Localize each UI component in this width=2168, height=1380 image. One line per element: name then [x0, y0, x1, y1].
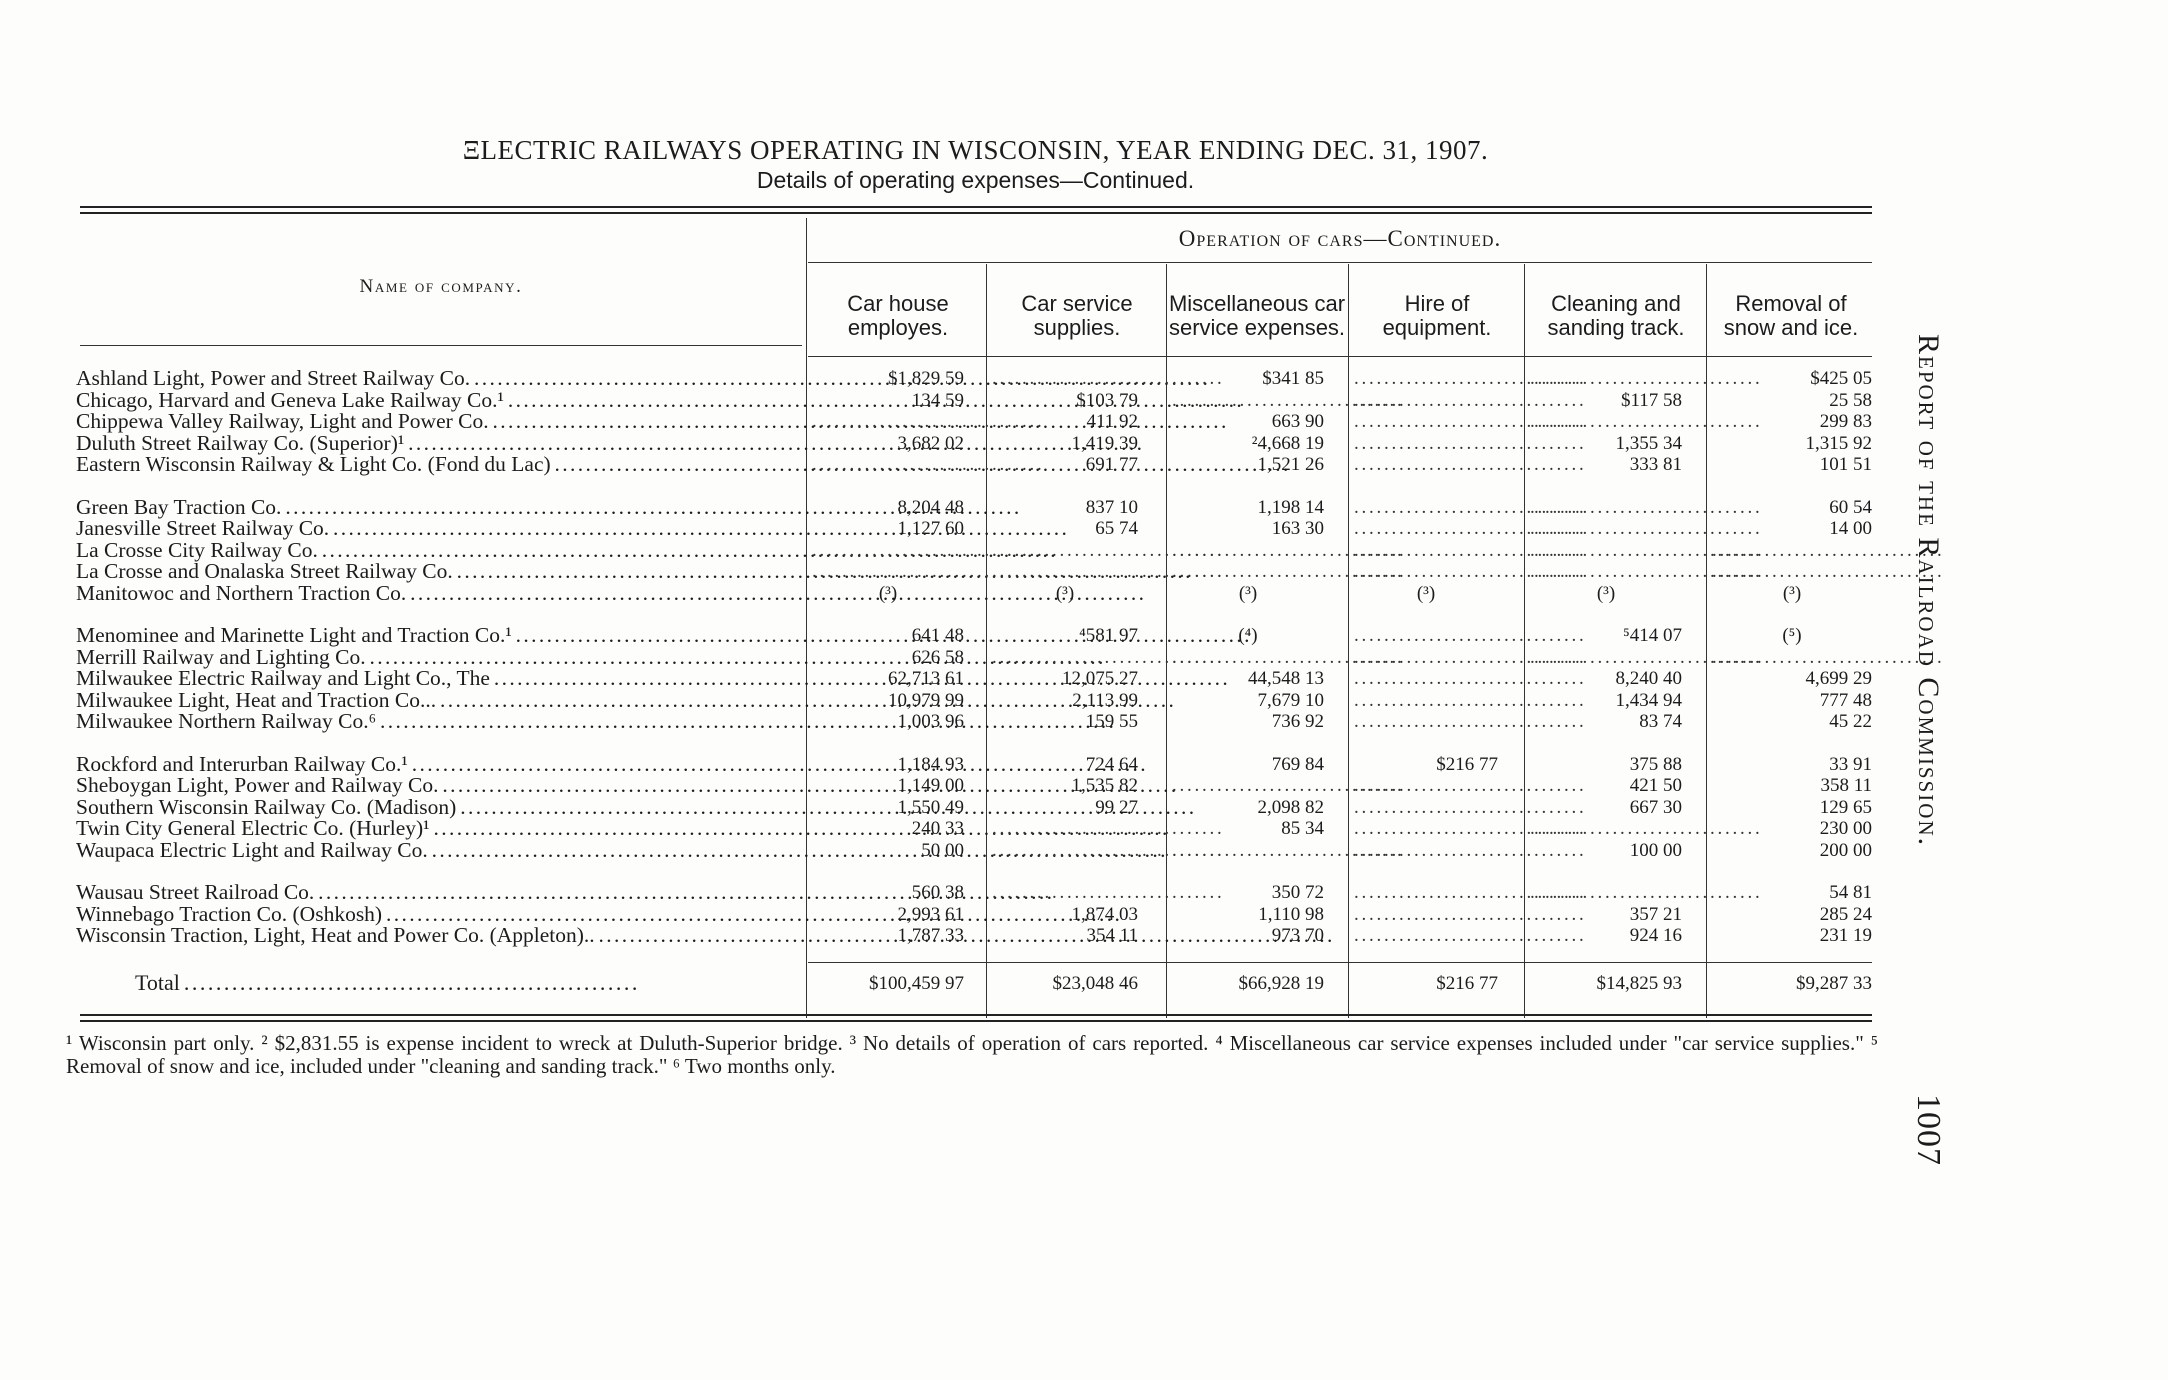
table-cell: . . . . . . . . . . . . . . . . . . . . . . . . . . . . . . . — [1354, 625, 1583, 646]
table-cell: . . . . . . . . . . . . . . . . . . . . . . . . . . . . . . . — [1172, 539, 1401, 561]
table-cell: . . . . . . . . . . . . . . . . . . . . . . . . . . . . . . . — [1530, 496, 1759, 518]
col-header-cleaning-sanding-track: Cleaning and sanding track. — [1547, 291, 1685, 340]
table-cell: 129 65 — [1819, 796, 1872, 818]
table-cell: 1,127 60 — [897, 518, 964, 539]
table-cell: 333 81 — [1629, 454, 1682, 475]
table-cell: 60 54 — [1829, 496, 1872, 518]
table-cell: . . . . . . . . . . . . . . . . . . . . . . . . . . . . . . . — [992, 839, 1221, 861]
footnote-3: ³ No details of operation of cars reported. — [849, 1031, 1209, 1055]
table-cell: . . . . . . . . . . . . . . . . . . . . . . . . . . . . . . . — [1354, 411, 1583, 432]
company-name: Southern Wisconsin Railway Co. (Madison) . . . — [76, 797, 804, 819]
table-cell: 769 84 — [1271, 753, 1324, 775]
table-cell: . . . . . . . . . . . . . . . . . . . . . . . . . . . . . . . — [1354, 818, 1583, 839]
table-cell: . . . . . . . . . . . . . . . . . . . . . . . . . . . . . . . — [992, 539, 1221, 561]
table-cell: 33 91 — [1829, 753, 1872, 775]
table-cell: 724 64 — [1085, 753, 1138, 775]
table-cell: 560 38 — [911, 882, 964, 903]
table-cell: . . . . . . . . . . . . . . . . . . . . . . . . . . . . . . . — [1354, 561, 1583, 582]
table-cell: . . . . . . . . . . . . . . . . . . . . . . . . . . . . . . . — [1354, 903, 1583, 925]
page-number: 1007 — [1910, 1094, 1947, 1166]
car-service-supplies-column — [992, 368, 1221, 947]
table-cell: 25 58 — [1829, 389, 1872, 411]
table-cell: . . . . . . . . . . . . . . . . . . . . . . . . . . . . . . . — [812, 561, 1041, 582]
company-name: La Crosse City Railway Co. . . . — [76, 540, 804, 562]
col-divider-3 — [1348, 264, 1349, 1018]
table-cell: 736 92 — [1271, 711, 1324, 732]
table-cell: 357 21 — [1629, 903, 1682, 925]
table-cell: . . . . . . . . . . . . . . . . . . . . . . . . . . . . . . . — [1354, 389, 1583, 411]
bottom-rule-second — [80, 1020, 1872, 1022]
table-cell: . . . . . . . . . . . . . . . . . . . . . . . . . . . . . . . — [1354, 496, 1583, 518]
operation-of-cars-header: Operation of cars—Continued. — [1178, 226, 1502, 251]
table-cell: 14 00 — [1829, 518, 1872, 539]
table-cell: 421 50 — [1629, 775, 1682, 796]
table-cell: $103 79 — [1076, 389, 1138, 411]
table-cell: 2,993 61 — [897, 903, 964, 925]
table-cell: 8,240 40 — [1615, 668, 1682, 689]
table-cell: . . . . . . . . . . . . . . . . . . . . . . . . . . . . . . . — [812, 539, 1041, 561]
company-name: Ashland Light, Power and Street Railway Co. . . . — [76, 368, 804, 390]
footnote-6: ⁶ Two months only. — [672, 1054, 836, 1078]
table-cell: . . . . . . . . . . . . . . . . . . . . . . . . . . . . . . . — [1172, 561, 1401, 582]
table-cell: . . . . . . . . . . . . . . . . . . . . . . . . . . . . . . . — [1354, 668, 1583, 689]
table-cell: 101 51 — [1819, 454, 1872, 475]
table-cell: 100 00 — [1629, 839, 1682, 861]
footnote-1: ¹ Wisconsin part only. — [66, 1031, 255, 1055]
hire-of-equipment-column — [1354, 368, 1583, 947]
table-cell: 45 22 — [1829, 711, 1872, 732]
table-cell: 1,535 82 — [1071, 775, 1138, 796]
company-name: Chippewa Valley Railway, Light and Power Co. . . . — [76, 411, 804, 433]
table-cell: . . . . . . . . . . . . . . . . . . . . . . . . . . . . . . . — [1354, 839, 1583, 861]
table-cell: . . . . . . . . . . . . . . . . . . . . . . . . . . . . . . . — [1172, 389, 1401, 411]
table-cell: (³) — [1596, 582, 1616, 604]
table-cell: 299 83 — [1819, 411, 1872, 432]
car-house-employes-column — [812, 368, 1041, 947]
table-cell: $117 58 — [1620, 389, 1682, 411]
table-cell: ²4,668 19 — [1251, 432, 1324, 454]
table-cell: . . . . . . . . . . . . . . . . . . . . . . . . . . . . . . . — [1354, 646, 1583, 668]
table-cell: 1,434 94 — [1615, 689, 1682, 711]
company-name: Janesville Street Railway Co. . . . — [76, 518, 804, 540]
table-cell: 1,419 39 — [1071, 432, 1138, 454]
total-car-house-employes: $100,459 97 — [869, 973, 964, 994]
table-cell: 44,548 13 — [1248, 668, 1324, 689]
col-header-hire-of-equipment: Hire of equipment. — [1382, 291, 1492, 340]
company-name: Milwaukee Northern Railway Co.⁶ . . . — [76, 711, 804, 733]
table-cell: (³) — [1055, 582, 1075, 604]
bottom-rule — [80, 1014, 1872, 1016]
table-cell: . . . . . . . . . . . . . . . . . . . . . . . . . . . . . . . — [1530, 561, 1759, 582]
table-cell: 159 55 — [1085, 711, 1138, 732]
table-cell: (³) — [1782, 582, 1802, 604]
table-cell: 375 88 — [1629, 753, 1682, 775]
company-name: Merrill Railway and Lighting Co. . . . — [76, 647, 804, 669]
table-cell: . . . . . . . . . . . . . . . . . . . . . . . . . . . . . . . — [1172, 839, 1401, 861]
col-header-car-service-supplies: Car service supplies. — [1021, 291, 1133, 340]
table-cell: . . . . . . . . . . . . . . . . . . . . . . . . . . . . . . . — [1172, 775, 1401, 796]
table-cell: . . . . . . . . . . . . . . . . . . . . . . . . . . . . . . . — [1530, 539, 1759, 561]
table-cell: 1,550 49 — [897, 796, 964, 818]
company-name: Milwaukee Electric Railway and Light Co., The . . . — [76, 668, 804, 690]
table-cell: . . . . . . . . . . . . . . . . . . . . . . . . . . . . . . . — [1354, 925, 1583, 946]
table-cell: . . . . . . . . . . . . . . . . . . . . . . . . . . . . . . . — [1354, 689, 1583, 711]
table-cell: . . . . . . . . . . . . . . . . . . . . . . . . . . . . . . . — [1354, 882, 1583, 903]
table-cell: 973 70 — [1271, 925, 1324, 946]
table-cell: 134 59 — [911, 389, 964, 411]
table-cell: 50 00 — [921, 839, 964, 861]
total-misc-car-service: $66,928 19 — [1238, 973, 1324, 994]
total-cleaning-sanding: $14,825 93 — [1596, 973, 1682, 994]
table-cell: . . . . . . . . . . . . . . . . . . . . . . . . . . . . . . . — [1530, 818, 1759, 839]
misc-car-service-column — [1172, 368, 1401, 947]
table-cell: 663 90 — [1271, 411, 1324, 432]
table-cell: . . . . . . . . . . . . . . . . . . . . . . . . . . . . . . . — [1354, 711, 1583, 732]
company-name: Waupaca Electric Light and Railway Co. . . . — [76, 840, 804, 862]
page-title: ΞLECTRIC RAILWAYS OPERATING IN WISCONSIN, YEAR ENDING DEC. 31, 1907. — [462, 135, 1489, 165]
company-name: Twin City General Electric Co. (Hurley)¹ . . . — [76, 818, 804, 840]
table-cell: 65 74 — [1095, 518, 1138, 539]
table-cell: 2,098 82 — [1257, 796, 1324, 818]
total-rule — [808, 962, 1872, 963]
company-name: Menominee and Marinette Light and Traction Co.¹ . . . — [76, 625, 804, 647]
table-cell: . . . . . . . . . . . . . . . . . . . . . . . . . . . . . . . — [1354, 454, 1583, 475]
table-cell: $341 85 — [1262, 368, 1324, 389]
page-subtitle: Details of operating expenses—Continued. — [756, 167, 1195, 193]
table-cell: (⁵) — [1782, 625, 1802, 646]
col-header-misc-car-service-expenses: Miscellaneous car service expenses. — [1168, 291, 1346, 340]
table-cell: (³) — [878, 582, 898, 604]
company-name-column — [76, 368, 804, 947]
cleaning-sanding-column — [1530, 368, 1759, 947]
footnote-2: ² $2,831.55 is expense incident to wreck at Duluth-Superior bridge. — [261, 1031, 843, 1055]
table-cell: ⁵414 07 — [1623, 625, 1682, 646]
table-cell: . . . . . . . . . . . . . . . . . . . . . . . . . . . . . . . — [1530, 368, 1759, 389]
company-name: Chicago, Harvard and Geneva Lake Railway Co.¹ . . . — [76, 390, 804, 412]
table-cell: . . . . . . . . . . . . . . . . . . . . . . . . . . . . . . . — [1354, 796, 1583, 818]
table-cell: 411 92 — [1086, 411, 1138, 432]
running-header: Report of the Railroad Commission. — [1912, 334, 1945, 848]
company-name: Wausau Street Railroad Co. . . . — [76, 882, 804, 904]
footnote-4: ⁴ Miscellaneous car service expenses included under "car service supplies." — [1215, 1031, 1864, 1055]
table-cell: 667 30 — [1629, 796, 1682, 818]
table-cell: 54 81 — [1829, 882, 1872, 903]
top-rule-second — [80, 212, 1872, 214]
table-cell: 1,355 34 — [1615, 432, 1682, 454]
table-cell: . . . . . . . . . . . . . . . . . . . . . . . . . . . . . . . — [1712, 646, 1941, 668]
table-cell: . . . . . . . . . . . . . . . . . . . . . . . . . . . . . . . — [1354, 368, 1583, 389]
table-cell: 163 30 — [1271, 518, 1324, 539]
table-cell: 641 48 — [911, 625, 964, 646]
table-cell: . . . . . . . . . . . . . . . . . . . . . . . . . . . . . . . — [992, 561, 1221, 582]
table-cell: 231 19 — [1819, 925, 1872, 946]
company-name: Duluth Street Railway Co. (Superior)¹ . . . — [76, 433, 804, 455]
table-cell: $216 77 — [1436, 753, 1498, 775]
table-cell: 924 16 — [1629, 925, 1682, 946]
table-cell: 626 58 — [911, 646, 964, 668]
table-cell: . . . . . . . . . . . . . . . . . . . . . . . . . . . . . . . — [1712, 561, 1941, 582]
table-cell: 2,113 99 — [1072, 689, 1138, 711]
table-cell: 85 34 — [1281, 818, 1324, 839]
group-header-rule — [808, 262, 1872, 263]
table-cell: 62,713 61 — [888, 668, 964, 689]
company-name: Sheboygan Light, Power and Railway Co. . . . — [76, 775, 804, 797]
table-cell: 837 10 — [1085, 496, 1138, 518]
top-rule — [80, 206, 1872, 208]
table-cell: . . . . . . . . . . . . . . . . . . . . . . . . . . . . . . . — [1530, 518, 1759, 539]
name-header-rule — [80, 345, 802, 346]
table-cell: . . . . . . . . . . . . . . . . . . . . . . . . . . . . . . . — [992, 818, 1221, 839]
table-cell: $1,829 59 — [888, 368, 964, 389]
table-cell: 10,979 99 — [888, 689, 964, 711]
table-cell: . . . . . . . . . . . . . . . . . . . . . . . . . . . . . . . — [1712, 539, 1941, 561]
table-cell: . . . . . . . . . . . . . . . . . . . . . . . . . . . . . . . — [812, 454, 1041, 475]
table-cell: . . . . . . . . . . . . . . . . . . . . . . . . . . . . . . . — [992, 646, 1221, 668]
table-cell: $425 05 — [1810, 368, 1872, 389]
table-cell: 99 27 — [1095, 796, 1138, 818]
company-name: Rockford and Interurban Railway Co.¹ . . . — [76, 754, 804, 776]
table-cell: 1,521 26 — [1257, 454, 1324, 475]
table-cell: 200 00 — [1819, 839, 1872, 861]
column-header-rule — [808, 356, 1872, 357]
total-label: Total . . . — [135, 970, 803, 996]
table-cell: 1,198 14 — [1257, 496, 1324, 518]
table-cell: . . . . . . . . . . . . . . . . . . . . . . . . . . . . . . . — [1530, 882, 1759, 903]
company-name: Eastern Wisconsin Railway & Light Co. (Fond du Lac) . . . — [76, 454, 804, 476]
table-cell: (³) — [1238, 582, 1258, 604]
company-name: Manitowoc and Northern Traction Co. . . . — [76, 583, 804, 605]
table-cell: 285 24 — [1819, 903, 1872, 925]
company-name: Wisconsin Traction, Light, Heat and Power Co. (Appleton).. . . . — [76, 925, 804, 947]
table-cell: ⁴581 97 — [1079, 625, 1138, 646]
table-cell: 1,149 00 — [897, 775, 964, 796]
table-cell: (⁴) — [1238, 625, 1258, 646]
table-cell: . . . . . . . . . . . . . . . . . . . . . . . . . . . . . . . — [1354, 432, 1583, 454]
footnotes — [66, 1032, 1878, 1078]
table-cell: 1,110 98 — [1258, 903, 1324, 925]
company-name: Green Bay Traction Co. . . . — [76, 497, 804, 519]
table-cell: . . . . . . . . . . . . . . . . . . . . . . . . . . . . . . . — [1530, 646, 1759, 668]
table-cell: (³) — [1416, 582, 1436, 604]
table-cell: 7,679 10 — [1257, 689, 1324, 711]
table-cell: . . . . . . . . . . . . . . . . . . . . . . . . . . . . . . . — [812, 411, 1041, 432]
table-cell: 1,787 33 — [897, 925, 964, 946]
table-cell: 1,184 93 — [897, 753, 964, 775]
table-cell: 4,699 29 — [1805, 668, 1872, 689]
company-name: Milwaukee Light, Heat and Traction Co... . . . — [76, 690, 804, 712]
table-cell: 3,682 02 — [897, 432, 964, 454]
table-cell: 1,003 96 — [897, 711, 964, 732]
company-name: La Crosse and Onalaska Street Railway Co. . . . — [76, 561, 804, 583]
table-cell: 1,874 03 — [1071, 903, 1138, 925]
table-cell: . . . . . . . . . . . . . . . . . . . . . . . . . . . . . . . — [1530, 411, 1759, 432]
col-header-car-house-employes: Car house employes. — [847, 291, 949, 340]
name-column-header: Name of company. — [359, 276, 523, 297]
total-removal-snow-ice: $9,287 33 — [1796, 973, 1872, 994]
col-header-removal-of-snow-ice: Removal of snow and ice. — [1723, 291, 1859, 340]
table-cell: 777 48 — [1819, 689, 1872, 711]
table-cell: 83 74 — [1639, 711, 1682, 732]
table-cell: 230 00 — [1819, 818, 1872, 839]
company-name: Winnebago Traction Co. (Oshkosh) . . . — [76, 904, 804, 926]
total-car-service-supplies: $23,048 46 — [1052, 973, 1138, 994]
table-cell: 12,075 27 — [1062, 668, 1138, 689]
table-cell: . . . . . . . . . . . . . . . . . . . . . . . . . . . . . . . — [992, 882, 1221, 903]
table-cell: 691 77 — [1085, 454, 1138, 475]
total-hire-of-equipment: $216 77 — [1436, 973, 1498, 994]
table-cell: . . . . . . . . . . . . . . . . . . . . . . . . . . . . . . . — [1172, 646, 1401, 668]
table-cell: 1,315 92 — [1805, 432, 1872, 454]
table-cell: 240 33 — [911, 818, 964, 839]
table-cell: . . . . . . . . . . . . . . . . . . . . . . . . . . . . . . . — [1354, 775, 1583, 796]
table-cell: 350 72 — [1271, 882, 1324, 903]
table-cell: . . . . . . . . . . . . . . . . . . . . . . . . . . . . . . . — [1354, 518, 1583, 539]
table-cell: 354 11 — [1086, 925, 1138, 946]
table-cell: . . . . . . . . . . . . . . . . . . . . . . . . . . . . . . . — [1354, 539, 1583, 561]
table-cell: 358 11 — [1820, 775, 1872, 796]
footnote-5: ⁵ Removal of snow and ice, included under "cleaning and sanding track." — [66, 1031, 1879, 1078]
table-cell: . . . . . . . . . . . . . . . . . . . . . . . . . . . . . . . — [992, 368, 1221, 389]
table-cell: 8,204 48 — [897, 496, 964, 518]
